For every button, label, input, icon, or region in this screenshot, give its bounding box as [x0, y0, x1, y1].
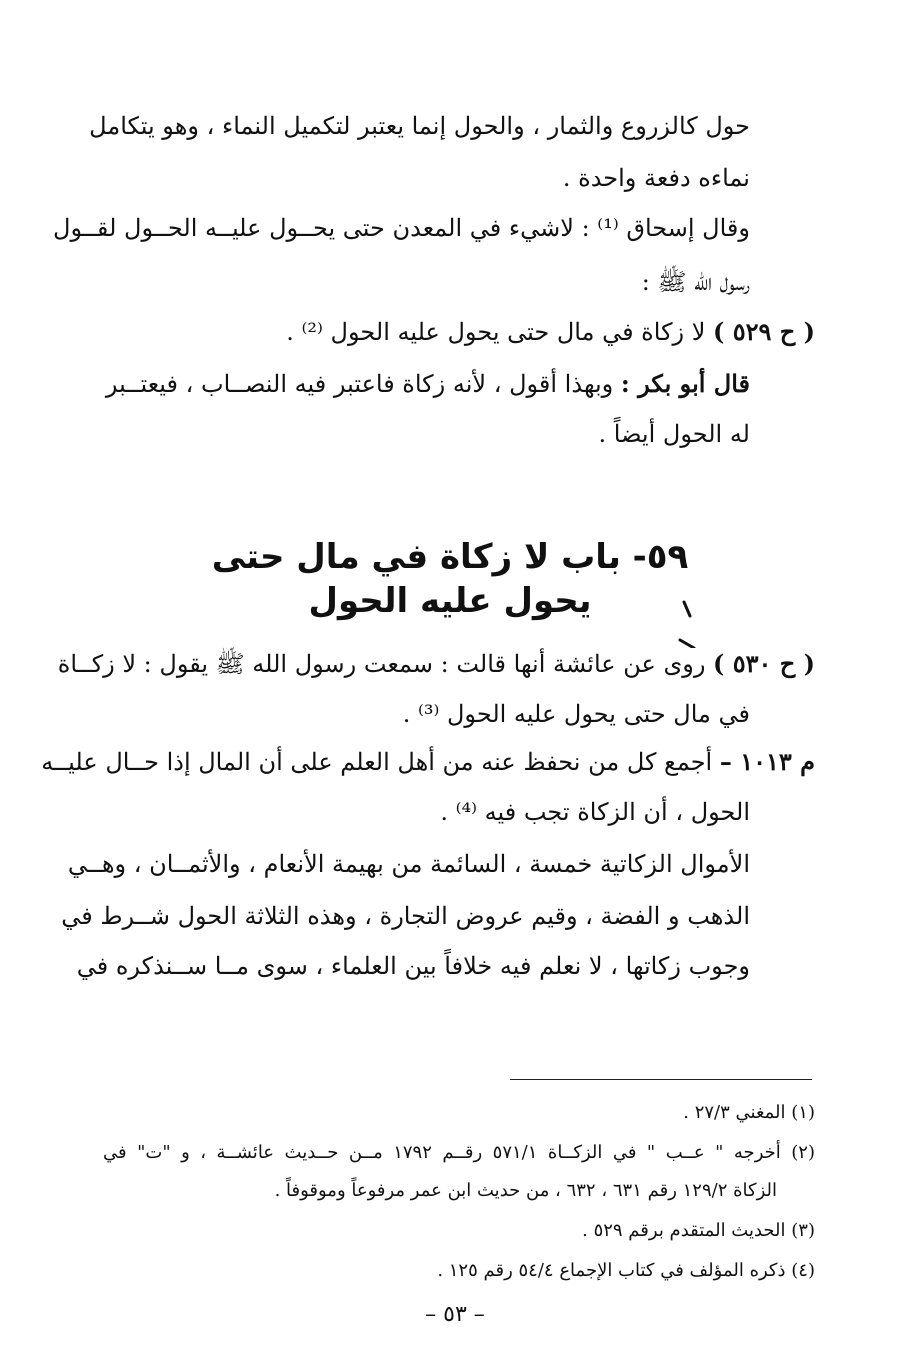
footnote-text: الحديث المتقدم برقم ٥٢٩ .: [582, 1220, 786, 1241]
masala-text: أجمع كل من نحفظ عنه من أهل العلم على أن المال إذا حــال عليــه: [41, 748, 713, 776]
text-line: وقال إسحاق ⁽¹⁾ : لاشيء في المعدن حتى يحــول عليــه الحــول لقــول: [53, 214, 750, 242]
abubakr-line: [105, 368, 750, 400]
footnote-text: المغني ٢٧/٣ .: [683, 1102, 786, 1123]
text-line: نماءه دفعة واحدة .: [562, 164, 750, 192]
text-line: رسول الله ﷺ :: [641, 268, 750, 296]
footnote-4: [437, 1258, 815, 1284]
footnote-text: أخرجه " عــب " في الزكــاة ٥٧١/١ رقــم ١٧٩٢ مــن حــديث عائشــة ، و "ت" في: [103, 1142, 781, 1163]
text-line: في مال حتى يحول عليه الحول ⁽³⁾ .: [402, 700, 750, 728]
footnote-text: ذكره المؤلف في كتاب الإجماع ٥٤/٤ رقم ١٢٥ .: [437, 1260, 786, 1281]
hadith-529: [286, 316, 815, 348]
text-line: وبهذا أقول ، لأنه زكاة فاعتبر فيه النصــاب ، فيعتــبر: [105, 370, 614, 398]
footnote-3: [582, 1218, 815, 1244]
footnote-number: (٢): [791, 1142, 815, 1163]
footnote-number: (٤): [791, 1260, 815, 1281]
masala-1013: [41, 746, 815, 778]
hadith-text: روى عن عائشة أنها قالت : سمعت رسول الله ﷺ يقول : لا زكــاة: [57, 650, 706, 678]
footnote-1: [683, 1100, 815, 1126]
text-line: الأموال الزكاتية خمسة ، السائمة من بهيمة الأنعام ، والأثمــان ، وهــي: [67, 850, 750, 878]
pen-mark-icon: [670, 598, 710, 648]
text-line: الحول ، أن الزكاة تجب فيه ⁽⁴⁾ .: [440, 798, 750, 826]
text-line: الذهب و الفضة ، وقيم عروض التجارة ، وهذه الثلاثة الحول شــرط في: [61, 902, 750, 930]
footnote-number: (١): [791, 1102, 815, 1123]
footnote-number: (٣): [791, 1220, 815, 1241]
hadith-ref: ( ح ٥٢٩ ): [713, 317, 815, 346]
masala-ref: م ١٠١٣ –: [719, 747, 815, 776]
page-number: – ٥٣ –: [425, 1302, 485, 1327]
hadith-530: [57, 648, 815, 680]
text-line: حول كالزروع والثمار ، والحول إنما يعتبر لتكميل النماء ، وهو يتكامل: [89, 112, 750, 140]
text-line: له الحول أيضاً .: [598, 420, 750, 448]
speaker-label: قال أبو بكر :: [620, 369, 750, 398]
footnote-2: [103, 1140, 815, 1166]
hadith-ref: ( ح ٥٣٠ ): [713, 649, 815, 678]
hadith-text: لا زكاة في مال حتى يحول عليه الحول ⁽²⁾ .: [286, 318, 706, 346]
section-heading: ٥٩- باب لا زكاة في مال حتى يحول عليه الحول: [211, 537, 689, 621]
text-line: وجوب زكاتها ، لا نعلم فيه خلافاً بين العلماء ، سوى مــا ســنذكره في: [76, 952, 750, 980]
footnote-text: الزكاة ١٢٩/٢ رقم ٦٣١ ، ٦٣٢ ، من حديث ابن عمر مرفوعاً وموقوفاً .: [274, 1180, 777, 1201]
footnote-separator: [510, 1079, 812, 1080]
